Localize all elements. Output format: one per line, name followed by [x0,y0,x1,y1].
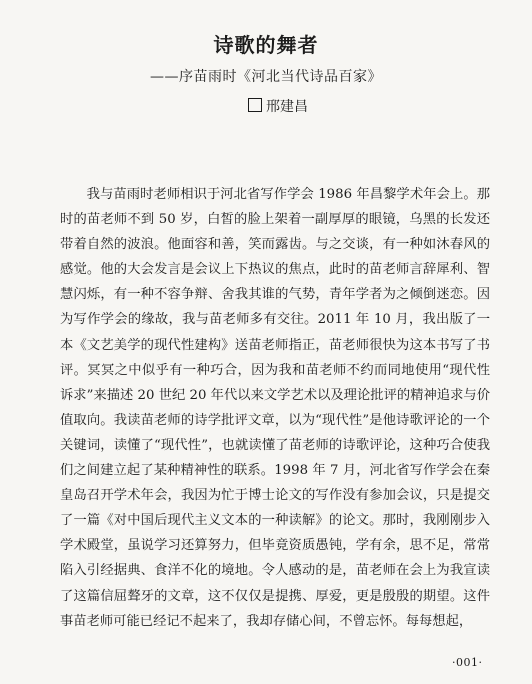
square-bullet-icon [248,98,262,112]
author-line [248,96,308,116]
page-title: 诗歌的舞者 [213,33,319,57]
body-text [60,182,490,634]
body-paragraph: 我与苗雨时老师相识于河北省写作学会 1986 年昌黎学术年会上。那时的苗老师不到 50 岁，白皙的脸上架着一副厚厚的眼镜，乌黑的长发还带着自然的波浪。他面容和善，笑而露齿。与之交谈，有一种如沐春风的感觉。他的大会发言是会议上下热议的焦点，此时的苗老师言辞犀利、智慧闪烁，有一种不容争辩、舍我其谁的气势，青年学者为之倾倒迷恋。因为写作学会的缘故，我与苗老师多有交往。2011 年 10 月，我出版了一本《文艺美学的现代性建构》送苗老师指正，苗老师很快为这本书写了书评。冥冥之中似乎有一种巧合，因为我和苗老师不约而同地使用“现代性诉求”来描述 20 世纪 20 年代以来文学艺术以及理论批评的精神追求与价值取向。我读苗老师的诗学批评文章，以为“现代性”是他诗歌评论的一个关键词，读懂了“现代性”，也就读懂了苗老师的诗歌评论，这种巧合使我们之间建立起了某种精神性的联系。1998 年 7 月，河北省写作学会在秦皇岛召开学术年会，我因为忙于博士论文的写作没有参加会议，只是提交了一篇《对中国后现代主义文本的一种读解》的论文。那时，我刚刚步入学术殿堂，虽说学习还算努力，但毕竟资质愚钝，学有余，思不足，常常陷入引经据典、食洋不化的境地。令人感动的是，苗老师在会上为我宣读了这篇信屈聱牙的文章，这不仅仅是提携、厚爱，更是殷殷的期望。这件事苗老师可能已经记不起来了，我却存储心间，不曾忘怀。每每想起， [60,187,490,629]
page-number: ·001· [452,656,483,669]
author-name: 邢建昌 [266,99,308,115]
page-subtitle: ——序苗雨时《河北当代诗品百家》 [150,69,382,85]
